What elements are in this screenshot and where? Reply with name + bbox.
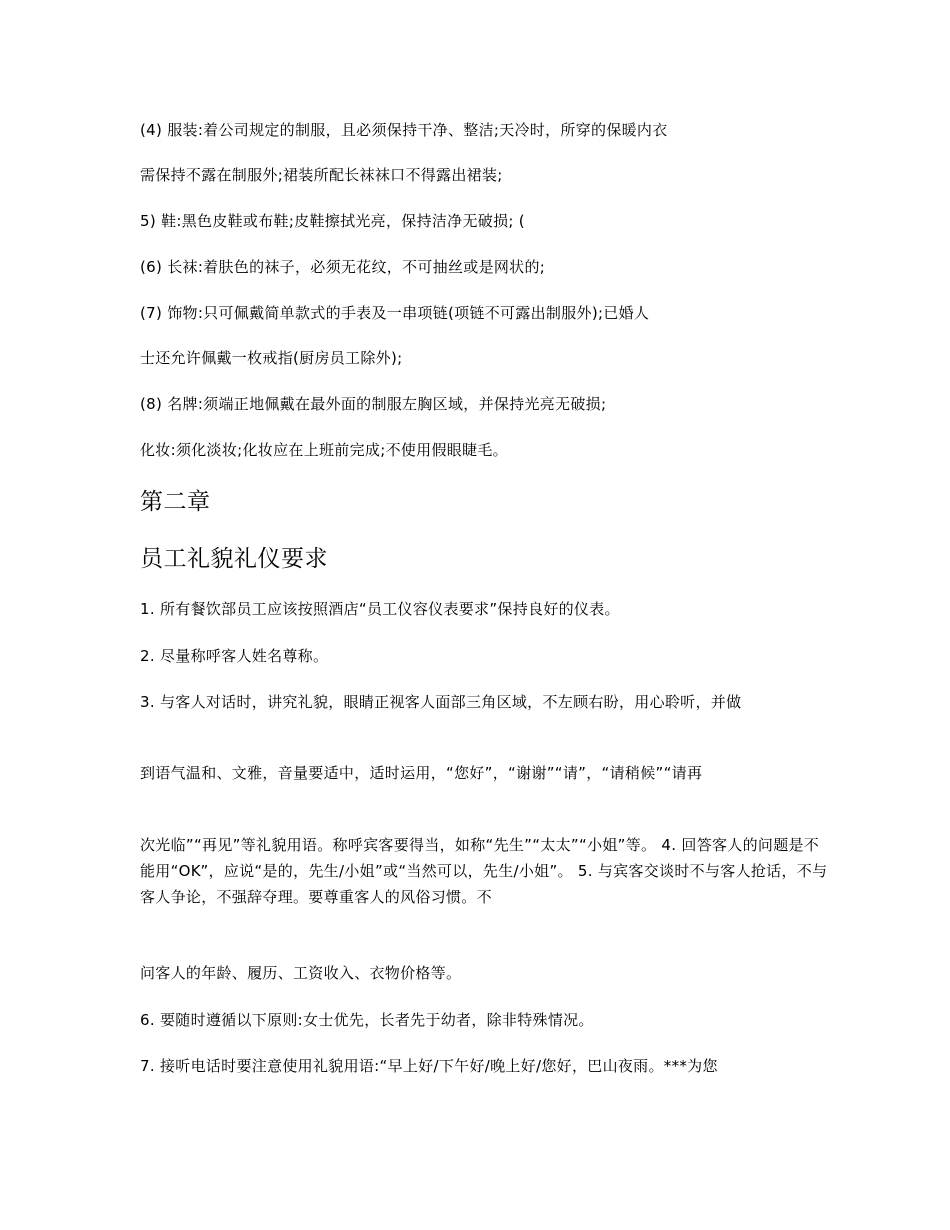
paragraph-shoes: 5) 鞋:黑色皮鞋或布鞋;皮鞋擦拭光亮，保持洁净无破损; ( bbox=[140, 212, 525, 230]
list-item-1: 1. 所有餐饮部员工应该按照酒店“员工仪容仪表要求”保持良好的仪表。 bbox=[140, 600, 620, 618]
paragraph-accessories: (7) 饰物:只可佩戴简单款式的手表及一串项链(项链不可露出制服外);已婚人 bbox=[140, 304, 650, 322]
paragraph-name-badge: (8) 名牌:须端正地佩戴在最外面的制服左胸区域，并保持光亮无破损; bbox=[140, 395, 607, 413]
paragraph-clothing-cont: 需保持不露在制服外;裙装所配长袜袜口不得露出裙装; bbox=[140, 166, 503, 184]
paragraph-stockings: (6) 长袜:着肤色的袜子，必须无花纹，不可抽丝或是网状的; bbox=[140, 258, 546, 276]
paragraph-accessories-cont: 士还允许佩戴一枚戒指(厨房员工除外); bbox=[140, 349, 403, 367]
paragraph-clothing: (4) 服装:着公司规定的制服，且必须保持干净、整洁;天冷时，所穿的保暖内衣 bbox=[140, 121, 668, 139]
chapter-title: 员工礼貌礼仪要求 bbox=[140, 546, 328, 572]
list-item-3-cont: 到语气温和、文雅，音量要适中，适时运用，“您好”，“谢谢”“请”，“请稍候”“请再 bbox=[140, 764, 703, 782]
list-item-3: 3. 与客人对话时，讲究礼貌，眼睛正视客人面部三角区域，不左顾右盼，用心聆听，并做 bbox=[140, 693, 742, 711]
chapter-label: 第二章 bbox=[140, 489, 211, 515]
list-item-3-5: 次光临”“再见”等礼貌用语。称呼宾客要得当，如称“先生”“太太”“小姐”等。 4. 回答客人的问题是不能用“OK”，应说“是的，先生/小姐”或“当然可以，先生/小姐”。 5. 与宾客交谈时不与客人抢话，不与客人争论，不强辞夺理。要尊重客人的风俗习惯。不 bbox=[140, 836, 828, 906]
list-item-2: 2. 尽量称呼客人姓名尊称。 bbox=[140, 647, 329, 665]
list-item-6: 6. 要随时遵循以下原则:女士优先，长者先于幼者，除非特殊情况。 bbox=[140, 1011, 594, 1029]
paragraph-makeup: 化妆:须化淡妆;化妆应在上班前完成;不使用假眼睫毛。 bbox=[140, 441, 508, 459]
list-item-7: 7. 接听电话时要注意使用礼貌用语:“早上好/下午好/晚上好/您好，巴山夜雨。***为您 bbox=[140, 1057, 718, 1075]
list-item-5-cont: 问客人的年龄、履历、工资收入、衣物价格等。 bbox=[140, 964, 462, 982]
